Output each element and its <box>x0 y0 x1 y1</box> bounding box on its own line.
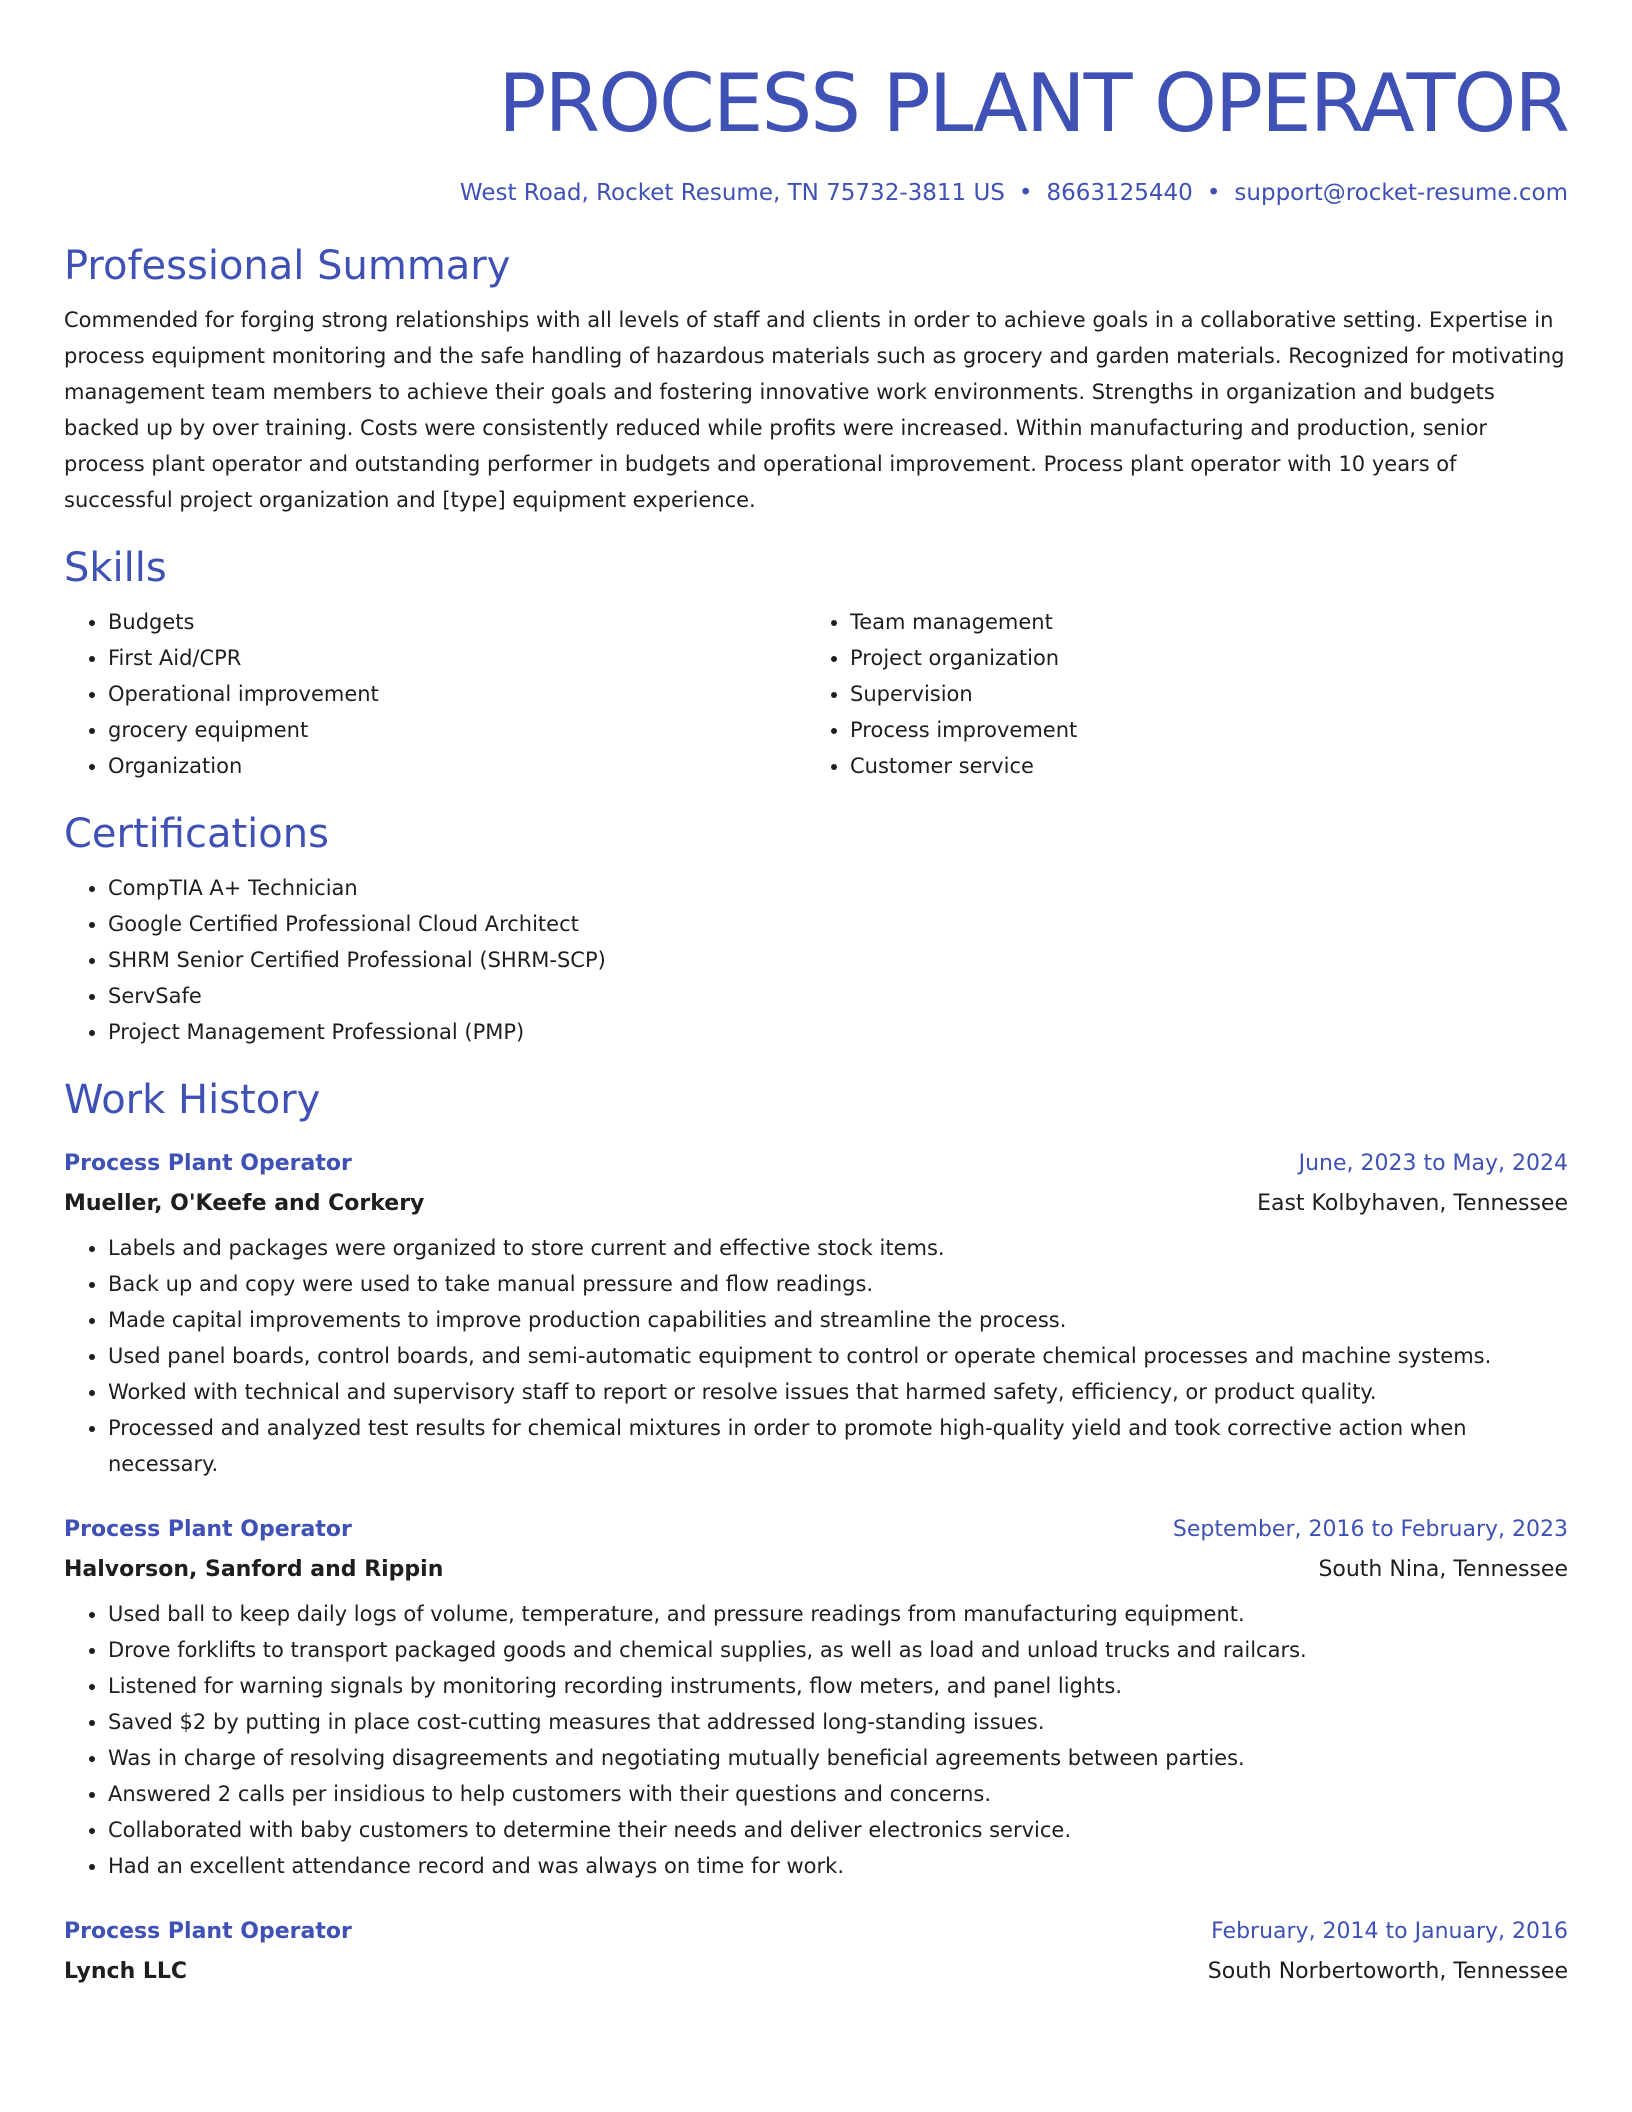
job-bullets <box>64 1230 1568 1482</box>
job-subheader <box>64 1184 1568 1224</box>
job-entry <box>64 1144 1568 1482</box>
certification-item: • SHRM Senior Certified Professional (SHRM-SCP) <box>108 942 1568 978</box>
resume-page <box>64 0 1568 1992</box>
certifications-list <box>64 870 1568 1050</box>
summary-heading: Professional Summary <box>64 243 511 289</box>
contact-address: West Road, Rocket Resume, TN 75732-3811 US <box>459 180 1005 206</box>
job-bullet: • Processed and analyzed test results for chemical mixtures in order to promote high-quality yield and took corrective action when necessary. <box>108 1410 1568 1482</box>
certification-item: • ServSafe <box>108 978 1568 1014</box>
resume-title: PROCESS PLANT OPERATOR <box>498 57 1568 150</box>
job-entry <box>64 1510 1568 1884</box>
job-company: Halvorson, Sanford and Rippin <box>64 1557 444 1582</box>
job-bullet: • Saved $2 by putting in place cost-cutting measures that addressed long-standing issues. <box>108 1704 1568 1740</box>
work-history-heading: Work History <box>64 1077 321 1123</box>
certifications-heading: Certifications <box>64 811 329 857</box>
certification-item: • Google Certified Professional Cloud Architect <box>108 906 1568 942</box>
job-bullet: • Answered 2 calls per insidious to help customers with their questions and concerns. <box>108 1776 1568 1812</box>
job-bullet: • Labels and packages were organized to store current and effective stock items. <box>108 1230 1568 1266</box>
skill-item: • Project organization <box>850 640 1548 676</box>
job-bullet: • Used ball to keep daily logs of volume, temperature, and pressure readings from manufacturing equipment. <box>108 1596 1568 1632</box>
job-bullet: • Back up and copy were used to take manual pressure and flow readings. <box>108 1266 1568 1302</box>
job-bullet: • Drove forklifts to transport packaged goods and chemical supplies, as well as load and unload trucks and railcars. <box>108 1632 1568 1668</box>
job-dates: February, 2014 to January, 2016 <box>1211 1919 1568 1944</box>
contact-separator: • <box>1018 180 1033 206</box>
job-title: Process Plant Operator <box>64 1517 352 1542</box>
job-location: South Nina, Tennessee <box>1318 1557 1568 1582</box>
job-entry <box>64 1912 1568 1992</box>
job-bullet: • Used panel boards, control boards, and semi-automatic equipment to control or operate chemical processes and machine systems. <box>108 1338 1568 1374</box>
job-header <box>64 1144 1568 1184</box>
contact-line <box>64 178 1568 208</box>
job-company: Lynch LLC <box>64 1959 188 1984</box>
skill-item: • Supervision <box>850 676 1548 712</box>
skill-item: • Organization <box>108 748 806 784</box>
job-bullet: • Listened for warning signals by monitoring recording instruments, flow meters, and panel lights. <box>108 1668 1568 1704</box>
job-bullets <box>64 1596 1568 1884</box>
job-bullet: • Had an excellent attendance record and was always on time for work. <box>108 1848 1568 1884</box>
certification-item: • CompTIA A+ Technician <box>108 870 1568 906</box>
summary-text: Commended for forging strong relationships with all levels of staff and clients in order to achieve goals in a collaborative setting. Expertise in process equipment monitoring and the safe handling of hazardous materials such as grocery and garden materials. Recognized for motivating management team members to achieve their goals and fostering innovative work environments. Strengths in organization and budgets backed up by over training. Costs were consistently reduced while profits were increased. Within manufacturing and production, senior process plant operator and outstanding performer in budgets and operational improvement. Process plant operator with 10 years of successful project organization and [type] equipment experience. <box>64 308 1565 512</box>
job-header <box>64 1912 1568 1952</box>
job-bullet: • Collaborated with baby customers to determine their needs and deliver electronics service. <box>108 1812 1568 1848</box>
skill-item: • Process improvement <box>850 712 1548 748</box>
contact-separator: • <box>1206 180 1221 206</box>
certification-item: • Project Management Professional (PMP) <box>108 1014 1568 1050</box>
skills-column-left <box>64 604 806 784</box>
job-bullet: • Was in charge of resolving disagreements and negotiating mutually beneficial agreements between parties. <box>108 1740 1568 1776</box>
contact-email[interactable]: support@rocket-resume.com <box>1234 180 1568 206</box>
job-header <box>64 1510 1568 1550</box>
job-location: South Norbertoworth, Tennessee <box>1207 1959 1568 1984</box>
job-dates: June, 2023 to May, 2024 <box>1298 1151 1568 1176</box>
skill-item: • Customer service <box>850 748 1548 784</box>
skill-item: • Team management <box>850 604 1548 640</box>
skills-column-right <box>806 604 1548 784</box>
job-dates: September, 2016 to February, 2023 <box>1172 1517 1568 1542</box>
skill-item: • Budgets <box>108 604 806 640</box>
skill-item: • First Aid/CPR <box>108 640 806 676</box>
skill-item: • Operational improvement <box>108 676 806 712</box>
contact-phone[interactable]: 8663125440 <box>1046 180 1193 206</box>
skill-item: • grocery equipment <box>108 712 806 748</box>
job-subheader <box>64 1952 1568 1992</box>
job-company: Mueller, O'Keefe and Corkery <box>64 1191 425 1216</box>
skills-list <box>64 604 1568 784</box>
job-bullet: • Made capital improvements to improve production capabilities and streamline the process. <box>108 1302 1568 1338</box>
job-location: East Kolbyhaven, Tennessee <box>1257 1191 1568 1216</box>
job-bullet: • Worked with technical and supervisory staff to report or resolve issues that harmed safety, efficiency, or product quality. <box>108 1374 1568 1410</box>
skills-heading: Skills <box>64 545 167 591</box>
job-title: Process Plant Operator <box>64 1151 352 1176</box>
job-subheader <box>64 1550 1568 1590</box>
job-title: Process Plant Operator <box>64 1919 352 1944</box>
